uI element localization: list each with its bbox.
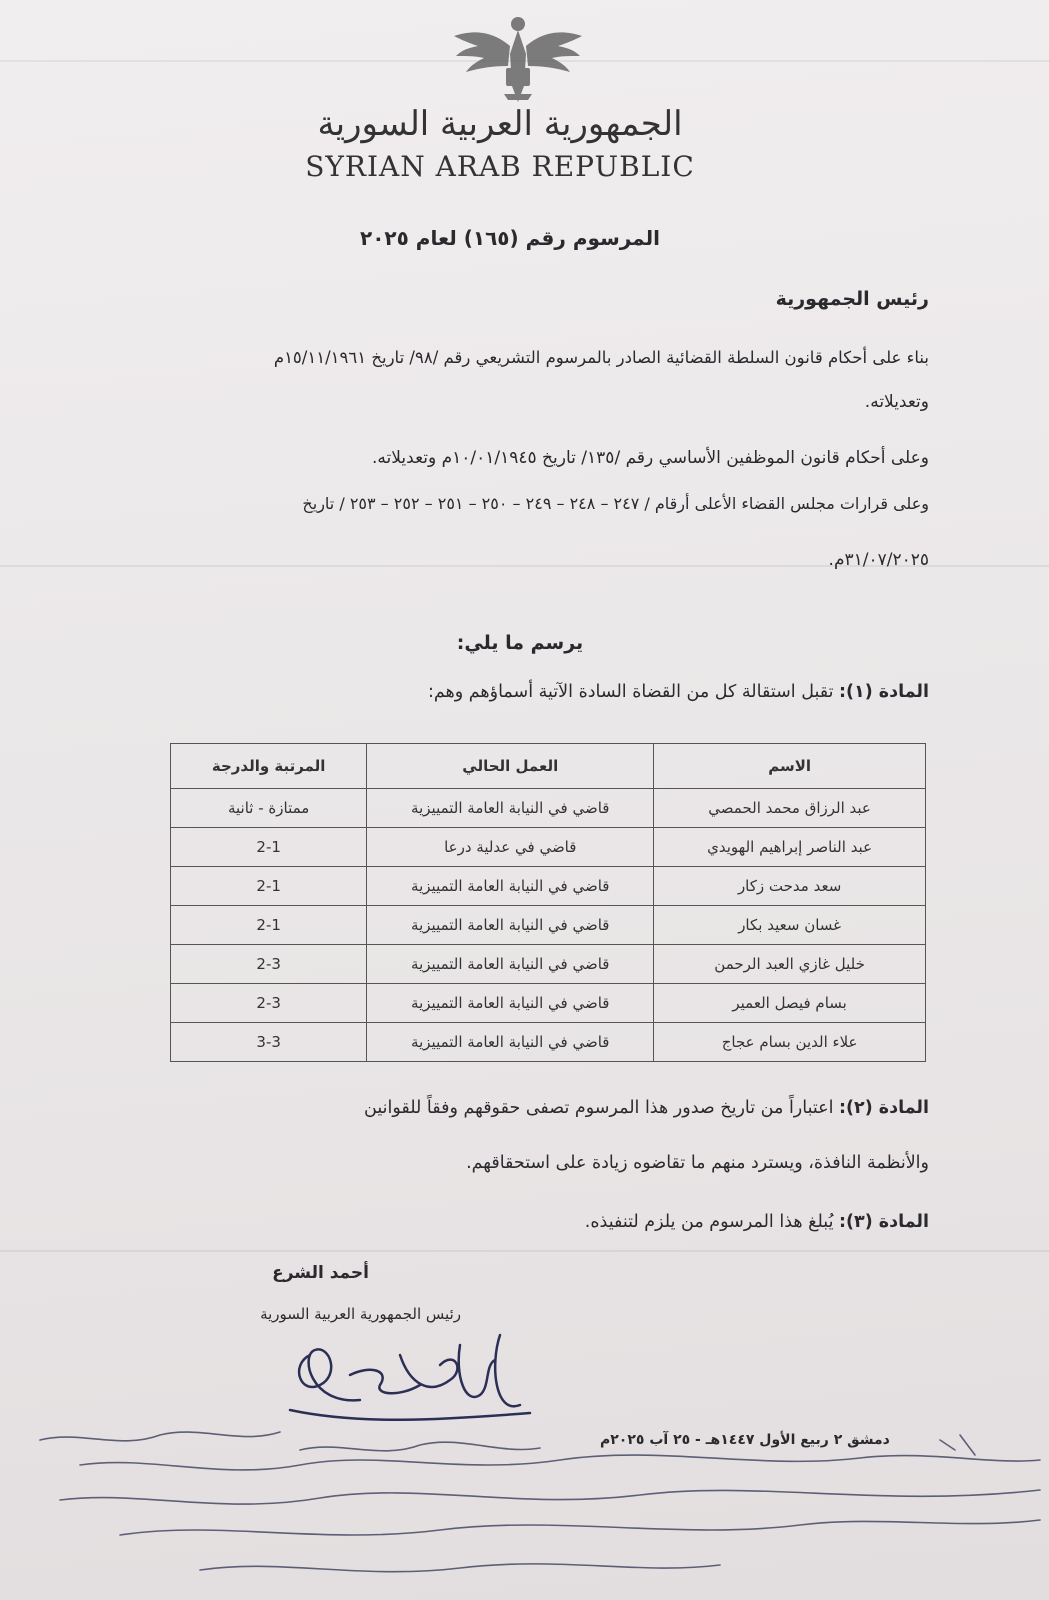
article-1-text: تقبل استقالة كل من القضاة السادة الآتية أسماؤهم وهم: [427,682,834,702]
column-header-name: الاسم [654,744,926,789]
country-name-arabic: الجمهورية العربية السورية [317,104,683,144]
judge-name: عبد الرزاق محمد الحمصي [654,789,926,828]
article-2-text-2: والأنظمة النافذة، ويسترد منهم ما تقاضوه زيادة على استحقاقهم. [466,1153,929,1173]
article-2-text-1: اعتباراً من تاريخ صدور هذا المرسوم تصفى حقوقهم وفقاً للقوانين [364,1098,834,1118]
preamble-line-2: وتعديلاته. [864,392,929,412]
article-2 [364,1098,929,1118]
judge-grade: 2-1 [171,828,367,867]
paper-fold [0,1250,1049,1252]
judge-grade: ممتازة - ثانية [171,789,367,828]
judge-job: قاضي في النيابة العامة التمييزية [367,867,654,906]
signatory-name: أحمد الشرع [272,1263,369,1283]
article-1-label: المادة (١): [839,682,929,702]
signatory-title: رئيس الجمهورية العربية السورية [260,1305,461,1323]
judge-job: قاضي في عدلية درعا [367,828,654,867]
decrees-heading: يرسم ما يلي: [456,632,584,654]
table-row [171,906,926,945]
table-row [171,789,926,828]
judge-name: علاء الدين بسام عجاج [654,1023,926,1062]
table-row [171,828,926,867]
issue-date: دمشق ٢ ربيع الأول ١٤٤٧هـ - ٢٥ آب ٢٠٢٥م [600,1432,890,1448]
column-header-grade: المرتبة والدرجة [171,744,367,789]
article-3 [585,1212,929,1232]
judge-name: بسام فيصل العمير [654,984,926,1023]
judge-grade: 2-3 [171,945,367,984]
judge-job: قاضي في النيابة العامة التمييزية [367,789,654,828]
article-2-label: المادة (٢): [839,1098,929,1118]
judge-grade: 2-1 [171,867,367,906]
judge-name: خليل غازي العبد الرحمن [654,945,926,984]
article-3-text: يُبلغ هذا المرسوم من يلزم لتنفيذه. [584,1212,834,1232]
preamble-line-1: بناء على أحكام قانون السلطة القضائية الصادر بالمرسوم التشريعي رقم /٩٨/ تاريخ ١٥/١١/١٩٦١م [273,348,929,367]
preamble-line-5: ٣١/٠٧/٢٠٢٥م. [828,550,929,570]
judge-job: قاضي في النيابة العامة التمييزية [367,906,654,945]
issuer-heading: رئيس الجمهورية [775,288,929,310]
judge-name: غسان سعيد بكار [654,906,926,945]
table-row [171,984,926,1023]
judge-name: سعد مدحت زكار [654,867,926,906]
judge-job: قاضي في النيابة العامة التمييزية [367,945,654,984]
judges-table [170,743,926,1062]
table-row [171,867,926,906]
column-header-job: العمل الحالي [367,744,654,789]
judge-job: قاضي في النيابة العامة التمييزية [367,984,654,1023]
table-header-row [171,744,926,789]
preamble-line-3: وعلى أحكام قانون الموظفين الأساسي رقم /١٣٥/ تاريخ ١٠/٠١/١٩٤٥م وتعديلاته. [372,448,929,468]
preamble-line-4: وعلى قرارات مجلس القضاء الأعلى أرقام / ٢٤٧ – ٢٤٨ – ٢٤٩ – ٢٥٠ – ٢٥١ – ٢٥٢ – ٢٥٣ / تاريخ [302,494,929,513]
table-row [171,945,926,984]
table-row [171,1023,926,1062]
country-name-english: SYRIAN ARAB REPUBLIC [305,150,695,183]
article-3-label: المادة (٣): [839,1212,929,1232]
handwritten-distribution-notes [0,1420,1049,1600]
eagle-emblem-icon [448,14,588,106]
handwritten-signature [280,1325,540,1435]
judge-grade: 2-1 [171,906,367,945]
judge-grade: 3-3 [171,1023,367,1062]
decree-title: المرسوم رقم (١٦٥) لعام ٢٠٢٥ [360,226,660,250]
article-1 [428,682,929,702]
judge-job: قاضي في النيابة العامة التمييزية [367,1023,654,1062]
judge-name: عبد الناصر إبراهيم الهويدي [654,828,926,867]
judge-grade: 2-3 [171,984,367,1023]
